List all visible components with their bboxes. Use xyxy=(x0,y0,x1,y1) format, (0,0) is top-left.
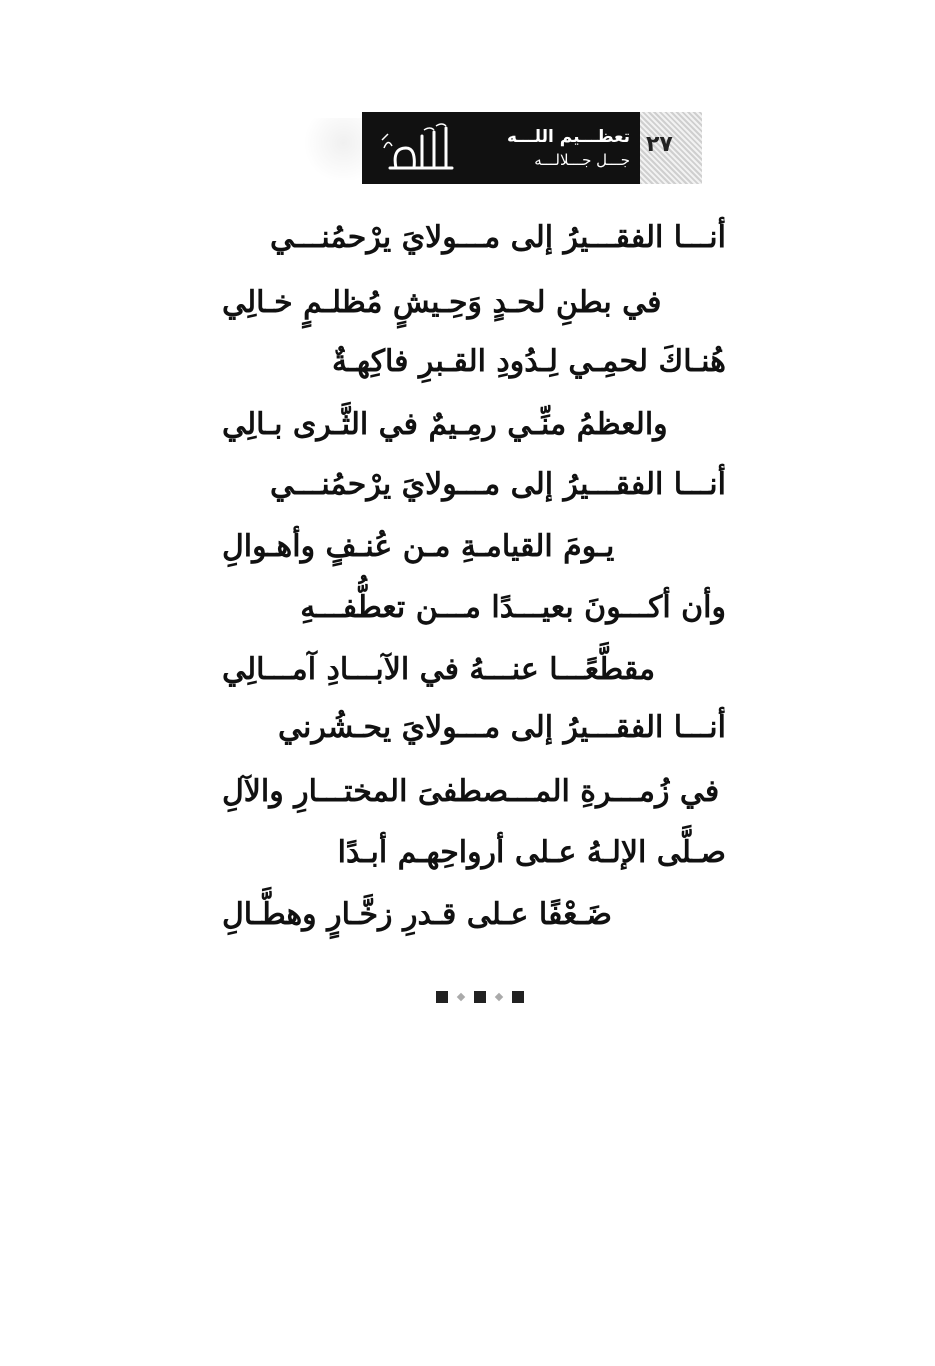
verse-line: مقطَّعًـــا عنـــهُ في الآبـــادِ آمـــالِي xyxy=(222,652,656,687)
verse-line: أنـــا الفقـــيرُ إلى مـــولايَ يحـشُرني xyxy=(278,710,726,745)
chapter-title-line2: جـــل جـــلالـــه xyxy=(534,151,630,169)
section-end-ornament xyxy=(436,991,524,1003)
ornament-dot-icon xyxy=(457,993,465,1001)
verse-line: في بطنِ لحـدٍ وَحِـيشٍ مُظلـمٍ خـالِي xyxy=(222,285,662,320)
chapter-title-line1: تعظـــيم اللـــه xyxy=(506,127,630,147)
ornament-dot-icon xyxy=(495,993,503,1001)
verse-line: صـلَّى الإلـهُ عـلى أرواحِهـم أبـدًا xyxy=(337,835,726,870)
page-number: ٢٧ xyxy=(646,132,673,157)
chapter-header xyxy=(362,112,702,184)
page-number-box xyxy=(640,112,702,184)
verse-line: هُنـاكَ لحمِـي لِـدُودِ القـبرِ فاكِهـةٌ xyxy=(332,344,726,379)
header-texture xyxy=(300,118,362,180)
verse-line: يـومَ القيامـةِ مـن عُنـفٍ وأهـوالِ xyxy=(222,529,615,564)
verse-line: وأن أكـــونَ بعيـــدًا مـــن تعطُّفـــهِ xyxy=(300,590,726,625)
verse-line: أنـــا الفقـــيرُ إلى مـــولايَ يرْحمُنـــي xyxy=(270,467,726,502)
verse-line: أنـــا الفقـــيرُ إلى مـــولايَ يرْحمُنـــي xyxy=(270,220,726,255)
ornament-square-icon xyxy=(474,991,486,1003)
verse-line: ضَـعْفًا عـلى قـدرِ زخَّـارٍ وهطَّـالِ xyxy=(222,897,612,932)
chapter-title-box xyxy=(362,112,640,184)
chapter-title xyxy=(507,127,630,169)
ornament-square-icon xyxy=(512,991,524,1003)
verse-line: والعظمُ منِّـي رمِـيمٌ في الثَّـرى بـالِي xyxy=(222,407,668,442)
verse-line: في زُمـــرةِ المـــصطفىَ المختـــارِ والآلِ xyxy=(222,774,720,809)
allah-calligraphy-icon xyxy=(376,118,462,178)
ornament-square-icon xyxy=(436,991,448,1003)
